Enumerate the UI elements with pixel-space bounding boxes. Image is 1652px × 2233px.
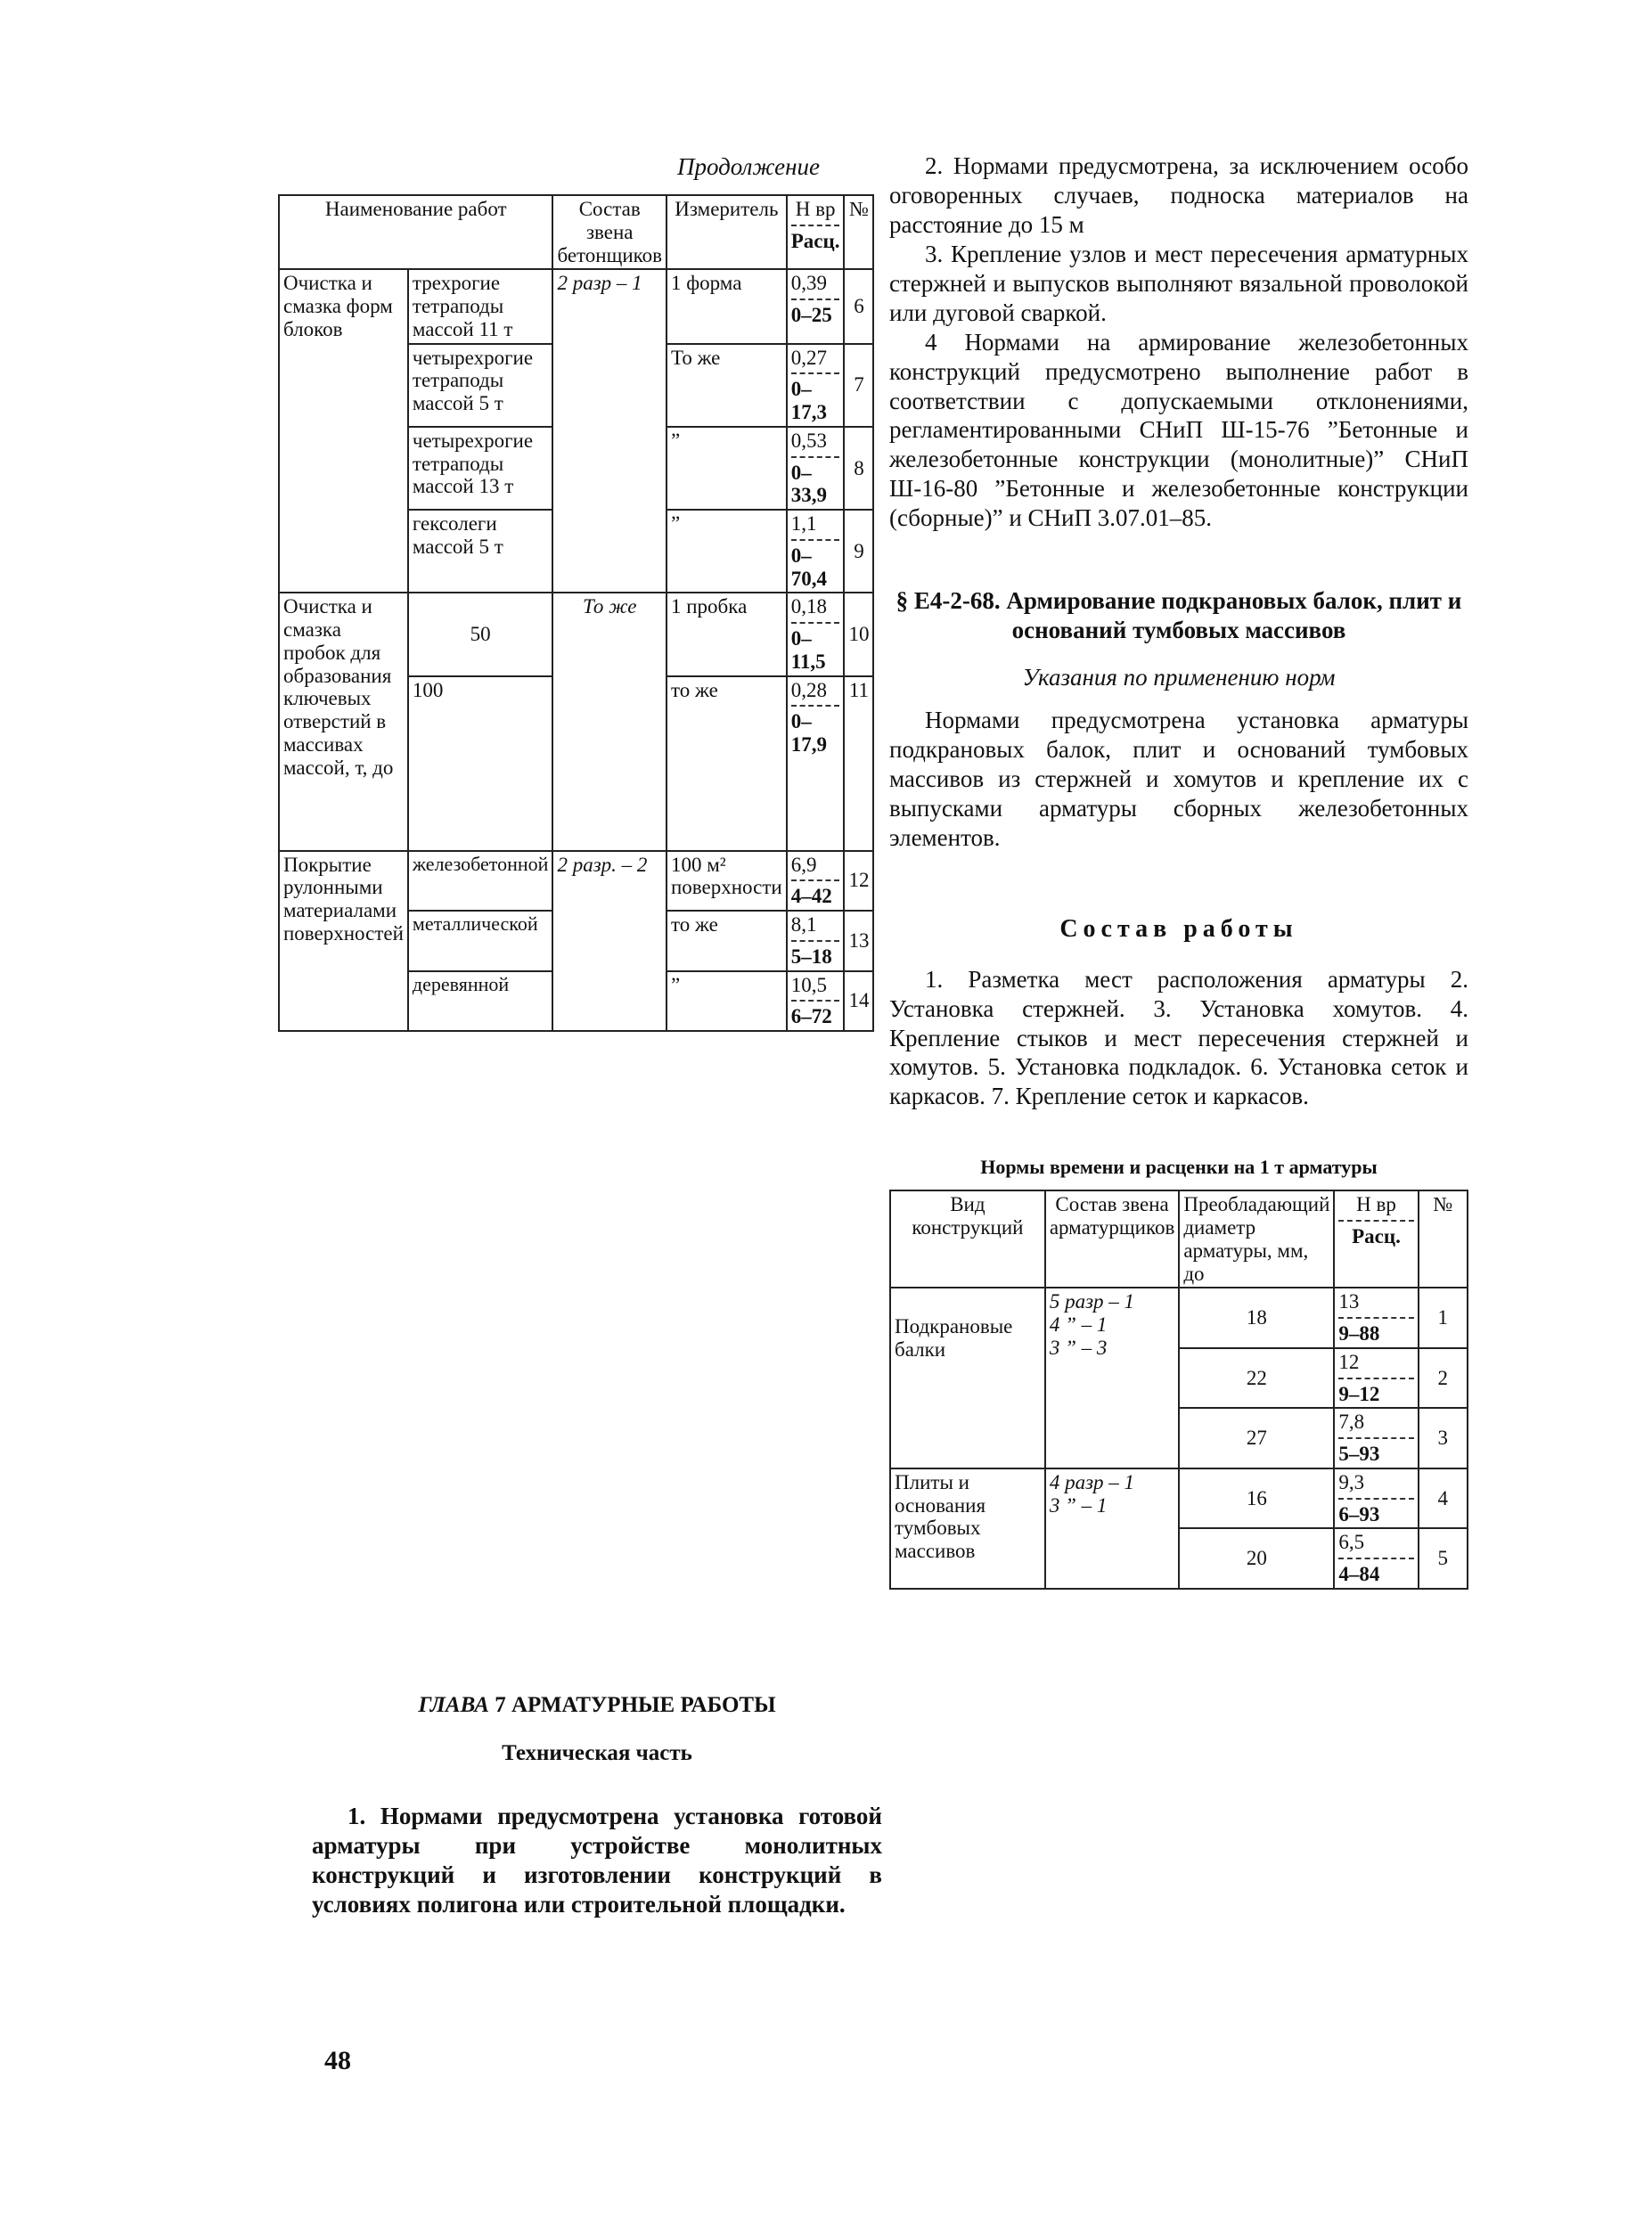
header-rate: Расц. [791, 225, 840, 253]
unit: то же [667, 676, 787, 851]
table-row [279, 851, 873, 912]
rate: 0–70,4 [791, 539, 840, 591]
left-norms-table-wrap [278, 194, 874, 1032]
crew-line: 5 разр – 1 [1049, 1290, 1135, 1313]
crew-1: 2 разр – 1 [552, 269, 667, 593]
chapter-block [312, 1693, 882, 1919]
work-text: 1. Разметка мест расположения арматуры 2. Установка стержней. 3. Установка хомутов. 4. Крепление стыков и мест пересечения стержней и хомутов. 5. Установка подкладок. 6. Установка сеток и каркасов. 7. Крепление сеток и каркасов. [889, 965, 1468, 1110]
header-type: Вид конструкций [890, 1190, 1045, 1288]
norm: 12 [1338, 1350, 1360, 1373]
norm: 0,18 [790, 595, 827, 618]
row-num: 6 [844, 269, 873, 343]
sub-name: 100 [408, 676, 553, 851]
group-name-3: Покрытие рулонными материалами поверхностей [279, 851, 408, 1032]
diameter: 20 [1179, 1528, 1334, 1589]
right-norms-table [889, 1190, 1468, 1590]
table-row [890, 1288, 1468, 1348]
page-number: 48 [324, 2046, 351, 2075]
norm: 13 [1338, 1290, 1360, 1313]
unit: то же [667, 911, 787, 971]
chapter-heading [312, 1693, 882, 1718]
table-caption: Нормы времени и расценки на 1 т арматуры [980, 1156, 1378, 1179]
row-num: 1 [1419, 1288, 1468, 1348]
header-num: № [844, 195, 873, 269]
rate: 9–88 [1338, 1317, 1413, 1346]
sub-name: гексолеги массой 5 т [408, 510, 553, 593]
rate: 5–93 [1338, 1437, 1413, 1466]
row-num: 9 [844, 510, 873, 593]
unit: 1 форма [667, 269, 787, 343]
crew-line: 4 ” – 1 [1049, 1313, 1108, 1337]
sub-name: 50 [408, 593, 553, 675]
norm: 7,8 [1338, 1411, 1365, 1434]
row-num: 7 [844, 344, 873, 427]
rate: 0–33,9 [791, 456, 840, 508]
header-name: Наименование работ [279, 195, 552, 269]
sub-name: железобетонной [408, 851, 553, 912]
rate: 6–93 [1338, 1498, 1413, 1526]
crew-2: То же [552, 593, 667, 850]
header-rate: Расц. [1338, 1220, 1413, 1248]
section-title: § Е4-2-68. Армирование подкрановых балок, плит и оснований тумбовых массивов [896, 587, 1462, 643]
type-group-1: Подкрановые балки [890, 1288, 1045, 1468]
norm: 10,5 [790, 973, 827, 996]
header-norm: Н вр [1356, 1193, 1396, 1216]
norm: 6,9 [790, 853, 817, 876]
paragraph-3: 3. Крепление узлов и мест пересечения арматурных стержней и выпусков выполняют вязальной проволокой или дуговой сваркой. [889, 240, 1468, 326]
row-num: 4 [1419, 1468, 1468, 1529]
diameter: 27 [1179, 1408, 1334, 1468]
crew-line: 3 ” – 3 [1049, 1336, 1108, 1359]
norm: 0,53 [790, 429, 827, 452]
row-num: 10 [844, 593, 873, 675]
row-num: 2 [1419, 1348, 1468, 1409]
unit: То же [667, 344, 787, 427]
row-num: 13 [844, 911, 873, 971]
chapter-title: АРМАТУРНЫЕ РАБОТЫ [511, 1693, 776, 1717]
right-column [889, 151, 1468, 1590]
crew-3: 2 разр. – 2 [552, 851, 667, 1032]
norm: 8,1 [790, 913, 817, 936]
unit: ” [667, 510, 787, 593]
rate: 4–42 [791, 879, 840, 908]
paragraph-2: 2. Нормами предусмотрена, за исключением особо оговоренных случаев, подноска материалов на расстояние до 15 м [889, 152, 1468, 238]
row-num: 3 [1419, 1408, 1468, 1468]
row-num: 8 [844, 427, 873, 510]
rate: 4–84 [1338, 1558, 1413, 1586]
group-name-1: Очистка и смазка форм блоков [279, 269, 408, 593]
instructions-title: Указания по применению норм [1022, 663, 1336, 691]
row-num: 11 [844, 676, 873, 851]
crew-line: 3 ” – 1 [1049, 1493, 1108, 1517]
rate: 0–25 [791, 299, 840, 327]
crew-line: 4 разр – 1 [1049, 1470, 1135, 1493]
paragraph-4: 4 Нормами на армирование железобетонных конструкций предусмотрено выполнение работ в соответствии с допускаемыми отклонениями, регламентированными СНиП Ш-15-76 ”Бетонные и железобетонные конструкции (монолитные)” СНиП Ш-16-80 ”Бетонные и железобетонные конструкции (сборные)” и СНиП 3.07.01–85. [889, 328, 1468, 532]
row-num: 14 [844, 971, 873, 1032]
unit: 100 м² поверхности [667, 851, 787, 912]
norm: 0,28 [790, 678, 827, 701]
rate: 9–12 [1338, 1378, 1413, 1406]
sub-name: деревянной [408, 971, 553, 1032]
norm: 9,3 [1338, 1470, 1365, 1493]
norm: 1,1 [790, 512, 817, 535]
row-num: 12 [844, 851, 873, 912]
work-title: Состав работы [1059, 914, 1298, 943]
header-norm: Н вр [795, 198, 836, 220]
table-row [279, 269, 873, 343]
left-norms-table [278, 194, 874, 1032]
rate: 0–17,3 [791, 372, 840, 424]
diameter: 18 [1179, 1288, 1334, 1348]
header-crew: Состав звена бетонщиков [552, 195, 667, 269]
norm: 6,5 [1338, 1531, 1365, 1554]
row-num: 5 [1419, 1528, 1468, 1589]
group-name-2: Очистка и смазка пробок для образования ключевых отверстий в массивах массой, т, до [279, 593, 408, 850]
rate: 0–17,9 [791, 705, 840, 757]
sub-name: трехрогие тетраподы массой 11 т [408, 269, 553, 343]
sub-name: металлической [408, 911, 553, 971]
chapter-number: 7 [495, 1693, 506, 1717]
sub-name: четырехрогие тетраподы массой 13 т [408, 427, 553, 510]
unit: ” [667, 427, 787, 510]
chapter-subtitle: Техническая часть [502, 1741, 692, 1765]
chapter-paragraph-1: 1. Нормами предусмотрена установка готовой арматуры при устройстве монолитных конструкций и изготовлении конструкций в условиях полигона или строительной площадки. [312, 1803, 882, 1918]
norm: 0,39 [790, 272, 827, 295]
rate: 0–11,5 [791, 622, 840, 674]
paragraph-5: Нормами предусмотрена установка арматуры подкрановых балок, плит и оснований тумбовых массивов из стержней и хомутов и крепление их с выпусками арматуры сборных железобетонных элементов. [889, 706, 1468, 851]
diameter: 22 [1179, 1348, 1334, 1409]
chapter-label: ГЛАВА [418, 1693, 489, 1717]
type-group-2: Плиты и основания тумбовых массивов [890, 1468, 1045, 1589]
rate: 5–18 [791, 940, 840, 969]
header-diam: Преобладающий диаметр арматуры, мм, до [1179, 1190, 1334, 1288]
norm: 0,27 [790, 346, 827, 369]
header-num: № [1419, 1190, 1468, 1288]
header-unit: Измеритель [667, 195, 787, 269]
table-row [279, 593, 873, 675]
continuation-label: Продолжение [677, 153, 821, 180]
header-crew: Состав звена арматурщиков [1045, 1190, 1180, 1288]
table-row [890, 1468, 1468, 1529]
sub-name: четырехрогие тетраподы массой 5 т [408, 344, 553, 427]
rate: 6–72 [791, 1000, 840, 1028]
diameter: 16 [1179, 1468, 1334, 1529]
unit: 1 пробка [667, 593, 787, 675]
unit: ” [667, 971, 787, 1032]
